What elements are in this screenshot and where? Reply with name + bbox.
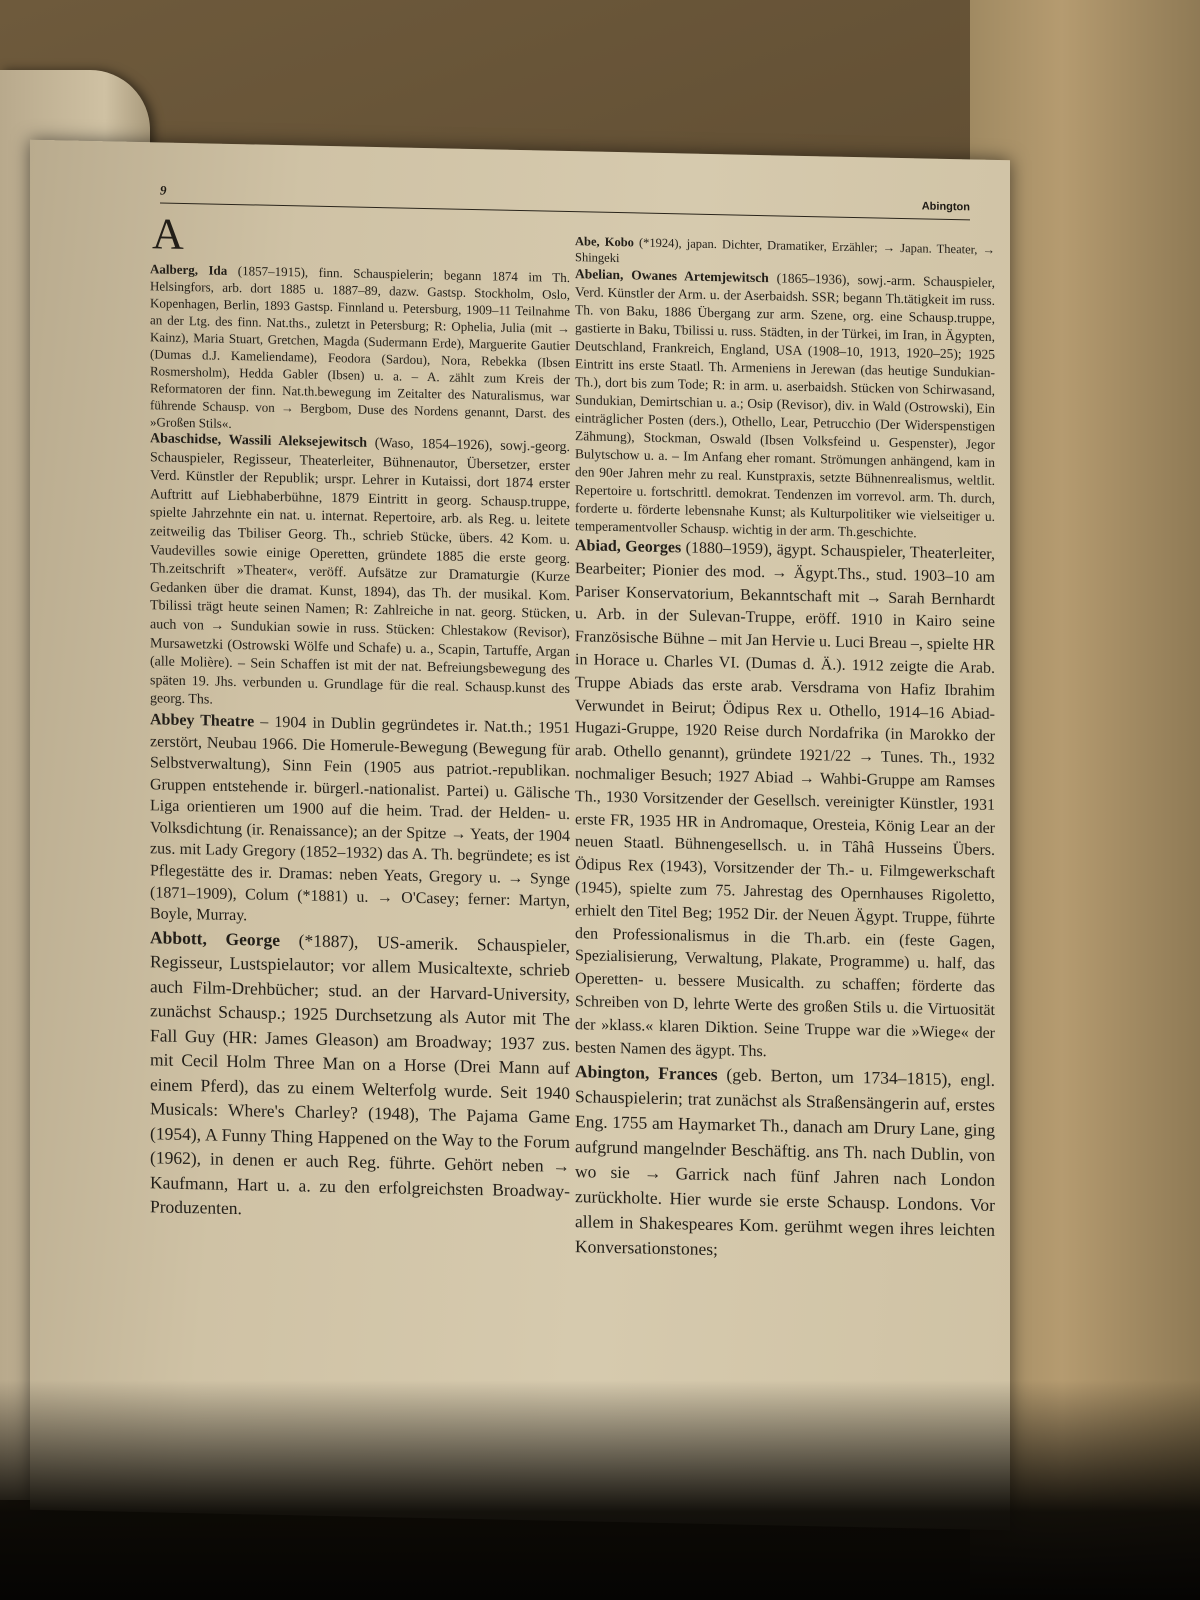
left-column bbox=[150, 209, 570, 1228]
entry-text: (1880–1959), ägypt. Schauspieler, Theaterleiter, Bearbeiter; Pionier des mod. → Ägypt.Ths., stud. 1903–10 am Pariser Konservatorium, Bekanntschaft mit → Sarah Bernhardt u. Arb. in der Sulevan-Truppe, eröff. 1910 in Kairo seine Französische Bühne – mit Jan Hervie u. Luci Breau –, spielte HR in Horace u. Charles VI. (Dumas d. Ä.). 1912 zeigte die Arab. Truppe Abiads das erste arab. Versdrama von Hafiz Ibrahim Verwundet in Beirut; Ödipus Rex u. Othello, 1914–16 Abiad-Hugazi-Gruppe, 1920 Reise durch Nordafrika (in Marokko der arab. Othello genannt), gründete 1921/22 → Tunes. Th., 1932 nochmaliger Besuch; 1927 Abiad → Wahbi-Gruppe am Ramses Th., 1930 Vorsitzender der Gesellsch. vereinigter Künstler, 1931 erste FR, 1935 HR in Andromaque, Oresteia, König Lear an der neuen Staatl. Bühnengesellsch. u. in Tâhâ Husseins Übers. Ödipus Rex (1943), Vorsitzender der Th.- u. Filmgewerkschaft (1945), spielte zum 75. Jahrestag des Opernhauses Rigoletto, erhielt den Titel Beg; 1952 Dir. der Neuen Ägypt. Truppe, führte den Professionalismus in die Th.arb. ein (feste Gagen, Spezialisierung, Verwaltung, Plakate, Programme) u. half, das Operetten- u. bessere Musicalth. zu schaffen; förderte das Schreiben von D, lehrte Werte des großen Stils u. die Virtuosität der »klass.« klaren Diktion. Seine Truppe war die »Wiege« der besten Namen des ägypt. Ths. bbox=[575, 539, 995, 1060]
entry-text: (1857–1915), finn. Schauspielerin; begann 1874 im Th. Helsingfors, arb. dort 1885 u. 1887–89, dazw. Gastsp. Stockholm, Oslo, Kopenhagen, Berlin, 1893 Gastsp. Finnland u. Petersburg, 1909–11 Teilnahme an der Ltg. des finn. Nat.ths., zuletzt in Petersburg; R: Ophelia, Julia (mit → Kainz), Maria Stuart, Gretchen, Magda (Sudermann Erde), Marguerite Gautier (Dumas d.J. Kameliendame), Feodora (Sardou), Nora, Rebekka (Ibsen Rosmersholm), Hedda Gabler (Ibsen) u. a. – A. zählt zum Kreis der Reformatoren der finn. Nat.th.bewegung im Zeitalter des Naturalismus, war führende Schausp. von → Bergbom, Duse des Nordens genannt, Darst. des »Großen Stils«. bbox=[150, 262, 570, 431]
dictionary-page bbox=[30, 140, 1010, 1531]
entry-abbott bbox=[150, 925, 570, 1228]
bottom-shadow bbox=[0, 1380, 1200, 1600]
entry-term: Abington, Frances bbox=[575, 1061, 718, 1085]
entry-aalberg bbox=[150, 260, 570, 439]
entry-text: (geb. Berton, um 1734–1815), engl. Schauspielerin; trat zunächst als Straßensängerin auf, erstes Eng. 1755 am Haymarket Th., danach am Drury Lane, ging aufgrund mangelnder Beschäftig. ans Th. nach Dublin, von wo sie → Garrick nach fünf Jahren nach London zurückholte. Hier wurde sie erste Schausp. Londons. Vor allem in Shakespeares Kom. gerühmt wegen ihres leichten Konversationstones; bbox=[575, 1064, 996, 1260]
page-number: 9 bbox=[160, 182, 167, 198]
entry-term: Abbott, George bbox=[150, 927, 280, 950]
entry-abbey-theatre bbox=[150, 709, 570, 934]
entry-abiad bbox=[575, 535, 995, 1068]
right-column bbox=[575, 233, 995, 1268]
entry-text: (1865–1936), sowj.-arm. Schauspieler, Verd. Künstler der Arm. u. der Aserbaidsh. SSR; begann Th.tätigkeit im russ. Th. von Baku, 1886 Übergang zur arm. Szene, org. eine Schausp.truppe, gastierte in Baku, Tbilissi u. russ. Städten, in der Türkei, im Iran, in Ägypten, Deutschland, Frankreich, England, USA (1908–10, 1913, 1920–25); 1925 Eintritt ins erste Staatl. Th. Armeniens in Jerewan (das heutige Sundukian-Th.), dort bis zum Tode; R: in arm. u. aserbaidsh. Stücken von Schirwasand, Sundukian, Demirtschian u. a.; Osip (Revisor), div. in Wald (Ostrowski), Ein einträglicher Posten (ders.), Othello, Lear, Petrucchio (Der Widerspenstigen Zähmung), Stockman, Oswald (Ibsen Volksfeind u. Gespenster), Jegor Bulytschow u. a. – Im Anfang eher romant. Strömungen anhängend, kam in den 90er Jahren mehr zu real. Kunstpraxis, setzte Bühnenrealismus, weltlit. Repertoire u. fortschrittl. demokrat. Tendenzen im vorrevol. arm. Th. durch, forderte u. förderte lebensnahe Kunst; als Kulturpolitiker wie vielseitiger u. temperamentvoller Schausp. wichtig in der arm. Th.geschichte. bbox=[575, 270, 995, 541]
entry-term: Abiad, Georges bbox=[575, 537, 682, 557]
entry-term: Abe, Kobo bbox=[575, 234, 634, 250]
section-letter: A bbox=[152, 209, 184, 259]
entry-term: Abelian, Owanes Artemjewitsch bbox=[575, 266, 769, 286]
entry-abelian bbox=[575, 265, 995, 544]
entry-text: (Waso, 1854–1926), sowj.-georg. Schauspieler, Regisseur, Theaterleiter, Bühnenautor, Übersetzer, erster Verd. Künstler der Republik; urspr. Lehrer in Kutaissi, dort 1874 erster Auftritt auf Liebhaberbühne, 1879 Eintritt in georg. Schausp.truppe, spielte Jahrzehnte ein nat. u. internat. Repertoire, arb. als Reg. u. leitete zeitweilig das Tbiliser Georg. Th., schrieb Stücke, übers. 42 Kom. u. Vaudevilles sowie einige Operetten, gründete 1885 die erste georg. Th.zeitschrift »Theater«, veröff. Aufsätze zur Dramaturgie (Kurze Gedanken über die dramat. Kunst, 1894), das Th. der musikal. Kom. Tbilissi trägt heute seinen Namen; R: Zahlreiche in nat. georg. Stücken, auch von → Sundukian sowie in russ. Stücken: Chlestakow (Revisor), Mursawetzki (Ostrowski Wölfe und Schafe) u. a., Scapin, Tartuffe, Argan (alle Molière). – Sein Schaffen ist mit der nat. Befreiungsbewegung des späten 19. Jhs. verbunden u. Grundlage für die real. Schausp.kunst des georg. Ths. bbox=[150, 435, 570, 708]
entry-text: – 1904 in Dublin gegründetes ir. Nat.th.; 1951 zerstört, Neubau 1966. Die Homerule-Bewegung (Bewegung für Selbstverwaltung), Sinn Fein (1905 aus patriot.-republikan. Gruppen entstehende ir. bürgerl.-nationalist. Partei) u. Gälische Liga orientieren um 1900 auf die heim. Trad. der Helden- u. Volksdichtung (ir. Renaissance); an der Spitze → Yeats, der 1904 zus. mit Lady Gregory (1852–1932) das A. Th. begründete; es ist Pflegestätte des ir. Dramas: neben Yeats, Gregory u. → Synge (1871–1909), Colum (*1881) u. → O'Casey; ferner: Martyn, Boyle, Murray. bbox=[150, 713, 570, 925]
entry-text: (*1887), US-amerik. Schauspieler, Regisseur, Lustspielautor; vor allem Musicaltexte, schrieb auch Film-Drehbücher; stud. an der Harvard-University, zunächst Schausp.; 1925 Durchsetzung als Autor mit The Fall Guy (HR: James Gleason) am Broadway; 1937 zus. mit Cecil Holm Three Man on a Horse (Drei Mann auf einem Pferd), das zu einem Welterfolg wurde. Seit 1940 Musicals: Where's Charley? (1948), The Pajama Game (1954), A Funny Thing Happened on the Way to the Forum (1962), in denen er auch Reg. führte. Gehört neben → Kaufmann, Hart u. a. zu den erfolgreichsten Broadway-Produzenten. bbox=[150, 929, 570, 1219]
entry-text: (*1924), japan. Dichter, Dramatiker, Erzähler; → Japan. Theater, → Shingeki bbox=[575, 235, 996, 266]
entry-abington bbox=[575, 1059, 995, 1268]
entry-term: Abaschidse, Wassili Aleksejewitsch bbox=[150, 431, 368, 451]
entry-abaschidse bbox=[150, 430, 570, 718]
running-head: Abington bbox=[921, 200, 970, 214]
entry-term: Aalberg, Ida bbox=[150, 261, 228, 278]
entry-term: Abbey Theatre bbox=[150, 711, 255, 731]
